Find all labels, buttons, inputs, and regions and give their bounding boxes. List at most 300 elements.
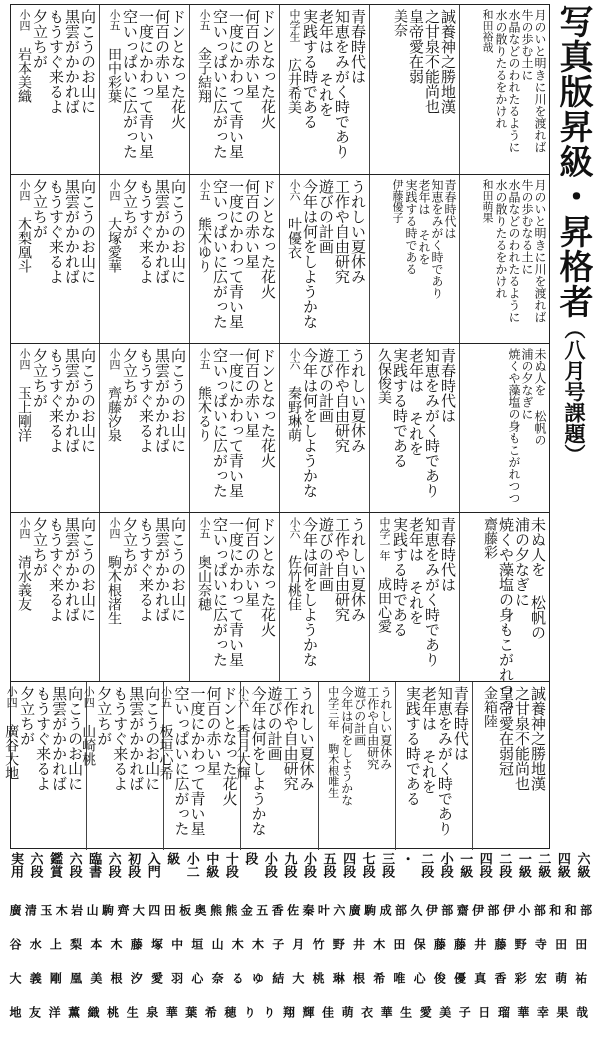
student-grade: 小四 bbox=[82, 686, 96, 708]
name-char: 駒 bbox=[362, 904, 377, 916]
name-char: 凰 bbox=[68, 972, 83, 984]
grade-label: 入門 bbox=[144, 852, 160, 878]
name-char: 翔 bbox=[281, 1006, 296, 1018]
grade-label: 鑑賞 bbox=[47, 852, 63, 878]
name-char: 小 bbox=[516, 904, 531, 916]
name-char: 清 bbox=[23, 904, 38, 916]
student-name: 齋藤彩 bbox=[482, 517, 498, 559]
name-char: 穂 bbox=[222, 1006, 237, 1018]
name-char: 梨 bbox=[68, 938, 83, 950]
grade-label: 臨書 bbox=[86, 852, 102, 878]
grade-label: 三段 bbox=[379, 852, 395, 878]
name-char: 佳 bbox=[320, 1006, 335, 1018]
name-char: 大 bbox=[131, 904, 146, 916]
name-char: 華 bbox=[379, 1006, 394, 1018]
name-char: 萌 bbox=[553, 972, 568, 984]
specimen-cell bbox=[279, 344, 369, 512]
specimen-cell bbox=[369, 344, 459, 512]
specimen-cell bbox=[9, 175, 99, 343]
name-char: 子 bbox=[270, 938, 285, 950]
name-char: 叶 bbox=[316, 904, 331, 916]
specimen-cell bbox=[369, 5, 459, 174]
name-char: 葉 bbox=[183, 1006, 198, 1018]
grade-label: 級 bbox=[164, 852, 180, 865]
name-char: 衣 bbox=[359, 1006, 374, 1018]
name-char: 金 bbox=[239, 904, 254, 916]
name-char: 羽 bbox=[169, 972, 184, 984]
specimen-text bbox=[103, 348, 186, 508]
student-grade: 小六 bbox=[288, 517, 301, 539]
name-char: 希 bbox=[203, 1006, 218, 1018]
student-name: 美奈 bbox=[392, 9, 408, 37]
specimen-text bbox=[157, 686, 239, 846]
student-grade: 小四 bbox=[108, 348, 121, 370]
name-char: 幸 bbox=[535, 1006, 550, 1018]
student-name: 金箱陸 bbox=[482, 686, 498, 728]
name-char: 華 bbox=[515, 1006, 530, 1018]
name-char: 木 bbox=[109, 938, 124, 950]
name-char: 剛 bbox=[48, 972, 63, 984]
specimen-text bbox=[283, 179, 366, 339]
specimen-cell bbox=[99, 5, 189, 174]
grid-row bbox=[3, 681, 549, 850]
grade-label: 二段 bbox=[496, 852, 512, 878]
specimen-cell bbox=[234, 682, 317, 850]
student-grade: 小四 bbox=[108, 517, 121, 539]
name-char: 藤 bbox=[129, 938, 144, 950]
name-char: 上 bbox=[48, 938, 63, 950]
specimen-text bbox=[373, 9, 456, 170]
specimen-poem: 青春時代は 知恵をみがく時であり 老年は それを 実践する時である bbox=[391, 348, 457, 498]
name-char: 哉 bbox=[574, 1006, 589, 1018]
student-grade: 中学一年 bbox=[378, 517, 391, 561]
name-char: り bbox=[242, 1006, 257, 1018]
page-subtitle: （八月号課題） bbox=[562, 318, 586, 465]
name-char: 輝 bbox=[301, 1006, 315, 1018]
specimen-grid bbox=[3, 4, 550, 849]
student-name: 齊藤汐泉 bbox=[106, 370, 122, 442]
name-char: 部 bbox=[393, 904, 408, 916]
name-char: 奥 bbox=[193, 904, 208, 916]
student-name: 田中彩葉 bbox=[106, 31, 122, 103]
name-char: 子 bbox=[457, 1006, 472, 1018]
specimen-text bbox=[193, 517, 276, 677]
specimen-poem: 向こうのお山に 黒雲がかかれば もうすぐ来るよ 夕立ちが bbox=[18, 686, 85, 791]
name-char: 齊 bbox=[115, 904, 130, 916]
name-char: 希 bbox=[371, 972, 386, 984]
student-name: 奥山奈穂 bbox=[196, 539, 212, 611]
student-name: 玉上剛洋 bbox=[16, 370, 32, 442]
name-char: 田 bbox=[553, 938, 568, 950]
student-name: 岩本美織 bbox=[16, 31, 32, 103]
grade-label: 段 bbox=[242, 852, 258, 865]
student-grade: 小四 bbox=[5, 686, 19, 708]
grade-label: 四段 bbox=[476, 852, 492, 878]
student-grade: 小六 bbox=[236, 686, 250, 708]
name-char: 根 bbox=[109, 972, 124, 984]
specimen-poem: 未ぬ人を 松帆の 浦の夕なぎに 焼くや藻塩の身もこがれつつ bbox=[497, 517, 547, 712]
specimen-cell bbox=[395, 682, 472, 850]
grade-label: 十段 bbox=[222, 852, 238, 878]
name-char: 四 bbox=[146, 904, 161, 916]
specimen-text bbox=[463, 179, 546, 339]
name-char: 萌 bbox=[340, 1006, 355, 1018]
specimen-poem: 青春時代は 知恵をみがく時であり 老年は それを 実践する時である bbox=[301, 9, 367, 159]
student-name: 駒木根渚生 bbox=[106, 539, 122, 625]
specimen-poem: うれしい夏休み 工作や自由研究 遊びの計画 今年は何をしようかな bbox=[301, 179, 367, 329]
student-grade: 小五 bbox=[108, 9, 121, 31]
student-name: 和田萌果 bbox=[481, 179, 494, 223]
grade-label: 中級 bbox=[203, 852, 219, 878]
student-grade: 小六 bbox=[288, 348, 301, 370]
name-char: 部 bbox=[532, 904, 547, 916]
student-name: 成田心愛 bbox=[376, 561, 392, 633]
name-row bbox=[8, 1006, 594, 1040]
name-char: 竹 bbox=[311, 938, 326, 950]
name-char: 琳 bbox=[331, 972, 346, 984]
specimen-poem: 月のいと明きに川を渡れば 牛の歩むなる土に 水晶などのわれたるように 水の散りたるをかけれ bbox=[494, 179, 547, 323]
specimen-text bbox=[234, 686, 316, 846]
name-char: 果 bbox=[554, 1006, 569, 1018]
name-char: 秦 bbox=[301, 904, 315, 916]
student-name: 大塚愛華 bbox=[106, 201, 122, 273]
specimen-cell bbox=[157, 682, 240, 850]
name-char: 廣 bbox=[8, 904, 22, 916]
specimen-text bbox=[193, 348, 276, 508]
specimen-text bbox=[12, 348, 96, 508]
specimen-cell bbox=[472, 682, 549, 850]
specimen-poem: うれしい夏休み 工作や自由研究 遊びの計画 今年は何をしようかな bbox=[301, 348, 367, 498]
grade-label: 五段 bbox=[320, 852, 336, 878]
name-char: 六 bbox=[331, 904, 346, 916]
name-char: 和 bbox=[547, 904, 562, 916]
student-grade: 小四 bbox=[18, 179, 31, 201]
name-char: 汐 bbox=[129, 972, 144, 984]
specimen-cell bbox=[459, 344, 549, 512]
name-char: 友 bbox=[27, 1006, 42, 1018]
name-char: 野 bbox=[331, 938, 346, 950]
specimen-cell bbox=[318, 682, 395, 850]
specimen-text bbox=[193, 179, 276, 339]
specimen-text bbox=[193, 9, 276, 170]
grade-label: 六級 bbox=[574, 852, 590, 878]
student-name: 香月大輝 bbox=[234, 708, 251, 780]
name-char: 織 bbox=[86, 1006, 101, 1018]
name-char: 心 bbox=[412, 972, 427, 984]
specimen-poem: うれしい夏休み 工作や自由研究 遊びの計画 今年は何をしようかな bbox=[301, 517, 367, 667]
specimen-text bbox=[103, 179, 186, 339]
grade-label: 一級 bbox=[515, 852, 531, 878]
specimen-poem: 向こうのお山に 黒雲がかかれば もうすぐ来るよ 夕立ちが bbox=[121, 179, 187, 284]
name-char: 佐 bbox=[285, 904, 300, 916]
student-grade: 小五 bbox=[198, 9, 211, 31]
name-char: 心 bbox=[189, 972, 204, 984]
name-char: 木 bbox=[250, 938, 265, 950]
specimen-text bbox=[3, 686, 85, 846]
name-char: 月 bbox=[290, 938, 305, 950]
specimen-poem: 青春時代は 知恵をみがく時であり 老年は それを 実践する時である bbox=[404, 179, 457, 299]
name-char: 地 bbox=[8, 1006, 22, 1018]
name-char: る bbox=[230, 972, 245, 984]
grade-label: ・ bbox=[398, 852, 414, 865]
specimen-cell bbox=[3, 682, 86, 850]
name-char: 板 bbox=[177, 904, 192, 916]
specimen-poem: ドンとなった花火 何百の赤い星 一度にかわって青い星 空いっぱいに広がった bbox=[121, 9, 187, 159]
specimen-text bbox=[463, 348, 546, 508]
grade-label: 七段 bbox=[359, 852, 375, 878]
student-grade: 小四 bbox=[18, 9, 31, 31]
student-grade: 小四 bbox=[18, 348, 31, 370]
name-char: 日 bbox=[476, 1006, 491, 1018]
student-grade: 小五 bbox=[159, 686, 173, 708]
specimen-cell bbox=[279, 5, 369, 174]
grade-label: 四級 bbox=[554, 852, 570, 878]
grade-label: 一級 bbox=[457, 852, 473, 878]
student-name: 伊藤優子 bbox=[391, 179, 404, 223]
name-char: 廣 bbox=[347, 904, 362, 916]
name-char: 彩 bbox=[513, 972, 528, 984]
specimen-cell bbox=[9, 344, 99, 512]
name-char: 井 bbox=[351, 938, 366, 950]
student-name: 山崎桃 bbox=[80, 708, 97, 766]
name-char: り bbox=[261, 1006, 276, 1018]
name-char: 美 bbox=[437, 1006, 452, 1018]
specimen-text bbox=[373, 348, 456, 508]
name-char: 祐 bbox=[573, 972, 588, 984]
grade-label: 小段 bbox=[261, 852, 277, 878]
specimen-poem: 青春時代は 知恵をみがく時であり 老年は それを 実践する時である bbox=[403, 686, 470, 836]
name-char: 谷 bbox=[8, 938, 22, 950]
specimen-poem: 向こうのお山に 黒雲がかかれば もうすぐ来るよ 夕立ちが bbox=[31, 348, 97, 453]
specimen-text bbox=[12, 517, 96, 677]
specimen-poem: ドンとなった花火 何百の赤い星 一度にかわって青い星 空いっぱいに広がった bbox=[211, 348, 277, 498]
specimen-text bbox=[80, 686, 162, 846]
student-name: 和田裕哉 bbox=[481, 9, 494, 53]
student-name: 叶優衣 bbox=[286, 201, 302, 259]
name-char: 華 bbox=[164, 1006, 179, 1018]
name-char: 熊 bbox=[208, 904, 223, 916]
specimen-poem: 向こうのお山に 黒雲がかかれば もうすぐ来るよ 夕立ちが bbox=[31, 517, 97, 622]
student-name: 久保俊美 bbox=[376, 348, 392, 404]
name-char: 野 bbox=[513, 938, 528, 950]
grid-row bbox=[11, 343, 549, 512]
specimen-text bbox=[12, 179, 96, 339]
specimen-cell bbox=[279, 175, 369, 343]
specimen-poem: 向こうのお山に 黒雲がかかれば もうすぐ来るよ 夕立ちが bbox=[121, 348, 187, 453]
name-char: 瑠 bbox=[496, 1006, 511, 1018]
name-char: 泉 bbox=[144, 1006, 159, 1018]
name-char: 本 bbox=[88, 938, 103, 950]
name-char: 田 bbox=[573, 938, 588, 950]
name-char: 木 bbox=[371, 938, 386, 950]
page-title: 写真版昇級・昇格者 bbox=[553, 4, 593, 319]
specimen-poem: 青春時代は 知恵をみがく時であり 老年は それを 実践する時である bbox=[391, 517, 457, 667]
grade-label: 六段 bbox=[27, 852, 43, 878]
grade-label: 二段 bbox=[418, 852, 434, 878]
specimen-poem: 向こうのお山に 黒雲がかかれば もうすぐ来るよ 夕立ちが bbox=[95, 686, 162, 791]
name-char: 駒 bbox=[100, 904, 115, 916]
name-char: 伊 bbox=[424, 904, 439, 916]
student-grade: 小四 bbox=[18, 517, 31, 539]
student-grade: 小五 bbox=[198, 517, 211, 539]
grade-label: 六段 bbox=[66, 852, 82, 878]
name-char: 愛 bbox=[149, 972, 164, 984]
specimen-poem: 未ぬ人を 松帆の 浦の夕なぎに 焼くや藻塩の身もこがれつつ bbox=[507, 348, 547, 504]
student-grade: 小六 bbox=[288, 179, 301, 201]
name-char: 奈 bbox=[210, 972, 225, 984]
grid-row bbox=[11, 174, 549, 343]
student-name: 秦野琳萌 bbox=[286, 370, 302, 442]
name-char: 美 bbox=[88, 972, 103, 984]
specimen-text bbox=[399, 686, 469, 846]
specimen-text bbox=[322, 686, 392, 846]
specimen-poem: ドンとなった花火 何百の赤い星 一度にかわって青い星 空いっぱいに広がった bbox=[172, 686, 239, 836]
student-grade: 小五 bbox=[198, 179, 211, 201]
specimen-poem: 向こうのお山に 黒雲がかかれば もうすぐ来るよ 夕立ちが bbox=[31, 9, 97, 114]
student-name: 駒木根唯生 bbox=[326, 730, 340, 798]
specimen-text bbox=[283, 9, 366, 170]
grade-label: 四段 bbox=[340, 852, 356, 878]
name-row bbox=[8, 972, 594, 1006]
name-char: 玉 bbox=[38, 904, 53, 916]
grade-label: 小二 bbox=[183, 852, 199, 878]
name-char: 愛 bbox=[418, 1006, 433, 1018]
name-char: 伊 bbox=[501, 904, 516, 916]
specimen-text bbox=[373, 179, 456, 339]
grade-label: 二級 bbox=[535, 852, 551, 878]
specimen-text bbox=[283, 348, 366, 508]
specimen-cell bbox=[189, 5, 279, 174]
specimen-cell bbox=[9, 513, 99, 681]
specimen-cell bbox=[369, 513, 459, 681]
specimen-text bbox=[283, 517, 366, 677]
specimen-cell bbox=[459, 175, 549, 343]
name-char: 藤 bbox=[452, 938, 467, 950]
name-char: 生 bbox=[398, 1006, 413, 1018]
name-char: 唯 bbox=[391, 972, 406, 984]
grade-label: 小段 bbox=[301, 852, 316, 878]
name-char: 薫 bbox=[66, 1006, 81, 1018]
student-name: 廣谷大地 bbox=[3, 708, 20, 780]
name-row bbox=[8, 904, 594, 938]
student-name: 佐竹桃佳 bbox=[286, 539, 302, 611]
name-char: 香 bbox=[492, 972, 507, 984]
specimen-poem: ドンとなった花火 何百の赤い星 一度にかわって青い星 空いっぱいに広がった bbox=[211, 179, 277, 329]
name-char: ゆ bbox=[250, 972, 265, 984]
promotion-list bbox=[8, 852, 594, 1042]
student-name: 金子結翔 bbox=[196, 31, 212, 103]
name-char: 五 bbox=[254, 904, 269, 916]
name-char: 熊 bbox=[223, 904, 238, 916]
name-char: 洋 bbox=[47, 1006, 62, 1018]
specimen-cell bbox=[189, 344, 279, 512]
specimen-text bbox=[103, 9, 186, 170]
student-grade: 中学三年 bbox=[326, 686, 340, 730]
name-row bbox=[8, 938, 594, 972]
specimen-poem: 誠養神之勝地漢 之甘泉不能尚也 皇帝愛在弱冠 bbox=[497, 686, 547, 791]
specimen-poem: 向こうのお山に 黒雲がかかれば もうすぐ来るよ 夕立ちが bbox=[121, 517, 187, 622]
specimen-cell bbox=[9, 5, 99, 174]
specimen-text bbox=[476, 686, 546, 846]
name-char: 藤 bbox=[492, 938, 507, 950]
student-name: 木梨凰斗 bbox=[16, 201, 32, 273]
student-name: 熊木るり bbox=[196, 370, 212, 442]
name-char: 結 bbox=[270, 972, 285, 984]
name-char: 大 bbox=[290, 972, 305, 984]
name-char: 桃 bbox=[105, 1006, 120, 1018]
student-name: 清水義友 bbox=[16, 539, 32, 611]
specimen-text bbox=[373, 517, 456, 677]
name-char: 保 bbox=[412, 938, 427, 950]
name-char: 塚 bbox=[149, 938, 164, 950]
student-name: 広井希美 bbox=[286, 42, 302, 114]
name-char: 垣 bbox=[189, 938, 204, 950]
name-char: 成 bbox=[378, 904, 393, 916]
name-char: 田 bbox=[391, 938, 406, 950]
specimen-text bbox=[463, 9, 546, 170]
grade-label: 六段 bbox=[105, 852, 121, 878]
specimen-poem: 向こうのお山に 黒雲がかかれば もうすぐ来るよ 夕立ちが bbox=[31, 179, 97, 284]
name-char: 大 bbox=[8, 972, 22, 984]
name-char: 中 bbox=[169, 938, 184, 950]
name-char: 岩 bbox=[69, 904, 84, 916]
name-char: 部 bbox=[486, 904, 501, 916]
name-char: 俊 bbox=[432, 972, 447, 984]
specimen-cell bbox=[459, 5, 549, 174]
specimen-text bbox=[103, 517, 186, 677]
name-char: 和 bbox=[563, 904, 578, 916]
specimen-poem: 月のいと明きに川を渡れば 牛の歩む土に 水晶などのわれたるように 水の散りたるをかけれ bbox=[494, 9, 547, 153]
specimen-poem: うれしい夏休み 工作や自由研究 遊びの計画 今年は何をしようかな bbox=[249, 686, 316, 836]
name-char: 木 bbox=[54, 904, 69, 916]
name-char: 伊 bbox=[470, 904, 485, 916]
specimen-cell bbox=[99, 175, 189, 343]
student-grade: 小五 bbox=[198, 348, 211, 370]
specimen-cell bbox=[99, 513, 189, 681]
grade-label: 小段 bbox=[437, 852, 453, 878]
name-char: 山 bbox=[210, 938, 225, 950]
specimen-text bbox=[12, 9, 96, 170]
specimen-poem: うれしい夏休み 工作や自由研究 遊びの計画 今年は何をしようかな bbox=[339, 686, 393, 806]
name-char: 山 bbox=[85, 904, 100, 916]
specimen-cell bbox=[99, 344, 189, 512]
name-char: 木 bbox=[230, 938, 245, 950]
name-char: 寺 bbox=[533, 938, 548, 950]
name-char: 義 bbox=[28, 972, 43, 984]
student-grade: 小四 bbox=[108, 179, 121, 201]
grade-label: 初段 bbox=[125, 852, 141, 878]
name-char: 藤 bbox=[432, 938, 447, 950]
name-char: 宏 bbox=[533, 972, 548, 984]
name-char: 優 bbox=[452, 972, 467, 984]
grid-row bbox=[11, 5, 549, 174]
specimen-cell bbox=[80, 682, 163, 850]
grade-label: 九段 bbox=[281, 852, 297, 878]
grade-label: 実用 bbox=[8, 852, 23, 878]
name-char: 生 bbox=[125, 1006, 140, 1018]
specimen-poem: ドンとなった花火 何百の赤い星 一度にかわって青い星 空いっぱいに広がった bbox=[211, 9, 277, 159]
student-name: 熊木ゆり bbox=[196, 201, 212, 273]
name-char: 根 bbox=[351, 972, 366, 984]
name-char: 香 bbox=[270, 904, 285, 916]
specimen-poem: ドンとなった花火 何百の赤い星 一度にかわって青い星 空いっぱいに広がった bbox=[211, 517, 277, 667]
name-char: 久 bbox=[408, 904, 423, 916]
specimen-cell bbox=[279, 513, 369, 681]
student-grade: 中学生 bbox=[288, 9, 301, 42]
name-char: 桃 bbox=[311, 972, 326, 984]
name-char: 齋 bbox=[455, 904, 470, 916]
specimen-cell bbox=[189, 513, 279, 681]
